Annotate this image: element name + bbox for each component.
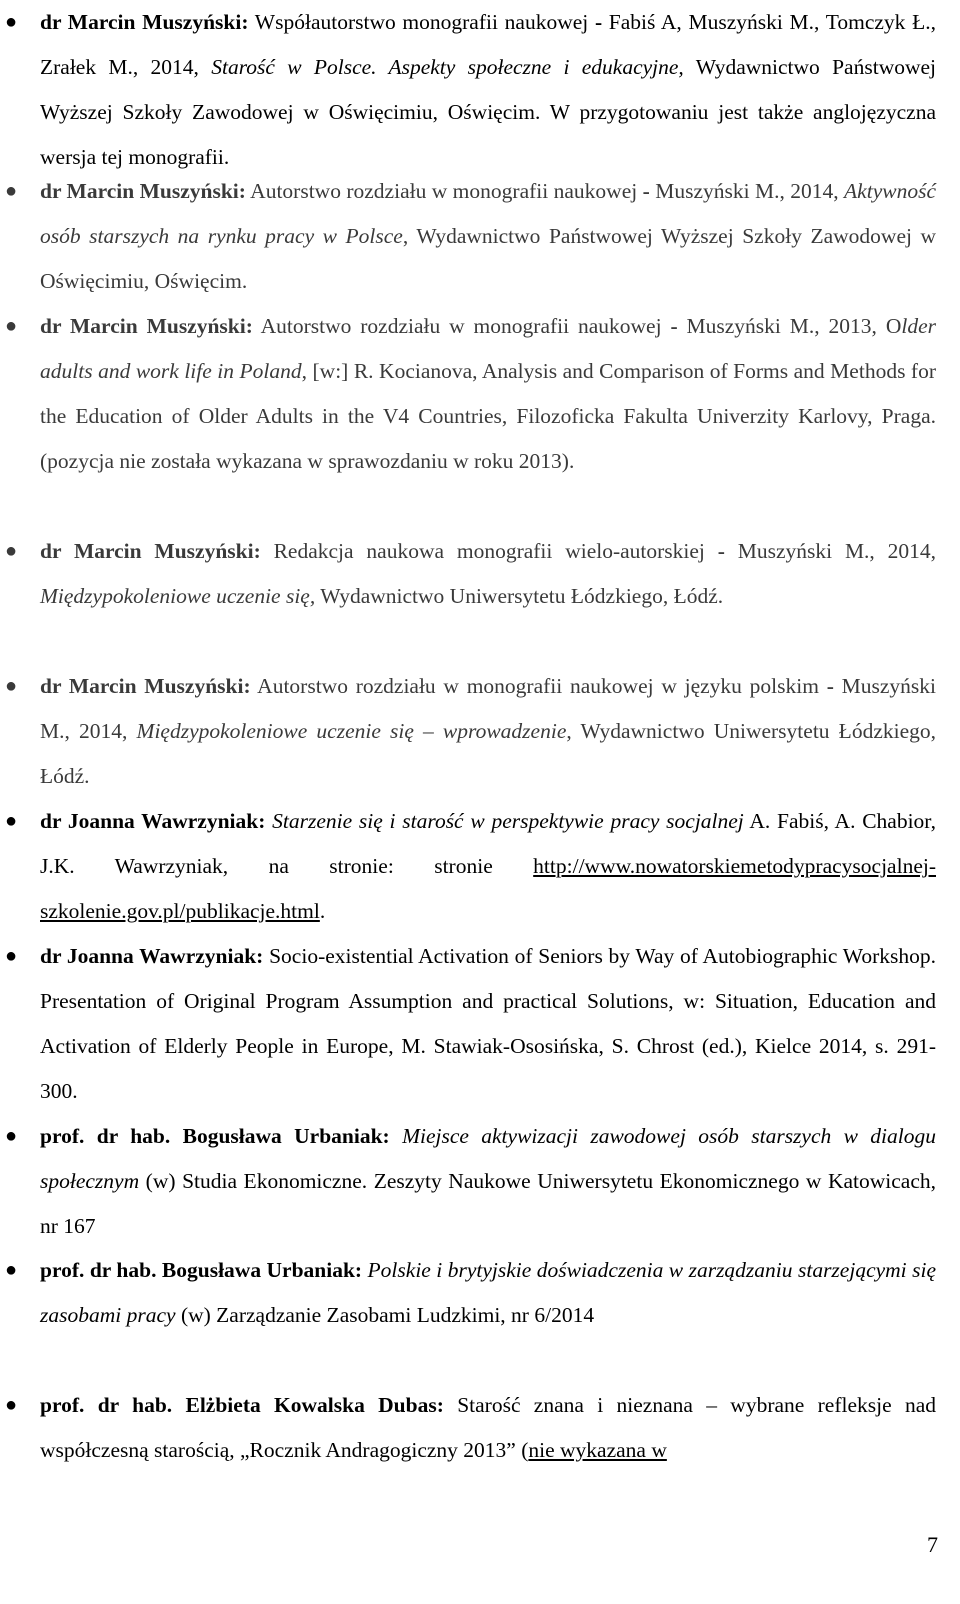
list-item [5, 1114, 937, 1249]
citation-text: Starość znana i nieznana – wybrane refleksje nad współczesną starością, „Rocznik Andragogiczny 2013” ( [40, 1393, 936, 1462]
list-item [5, 934, 936, 1114]
bullet-icon: ● [5, 540, 18, 562]
entry-text [40, 809, 936, 923]
title-text: Polskie i brytyjskie doświadczenia w zarządzaniu starzejącymi się zasobami pracy [40, 1258, 936, 1327]
underlined-text: nie wykazana w [528, 1438, 667, 1462]
citation-text: Autorstwo rozdziału w monografii naukowej w języku polskim [250, 674, 827, 698]
citation-text: Autorstwo rozdziału w monografii naukowej [245, 179, 643, 203]
list-item [5, 1383, 936, 1473]
list-item [5, 0, 937, 180]
title-text: Aktywność osób starszych na rynku pracy w Polsce [40, 179, 936, 248]
citation-text: - [594, 10, 603, 34]
list-item [5, 664, 936, 799]
entry-text [40, 674, 936, 788]
citation-text: - [826, 674, 834, 698]
entry-text [40, 179, 936, 293]
title-text: Międzypokoleniowe uczenie się, [40, 584, 316, 608]
title-text: Starość w Polsce. Aspekty społeczne i edukacyjne, [211, 55, 684, 79]
author-name: dr Marcin Muszyński: [40, 10, 249, 34]
citation-text: . [319, 899, 326, 923]
citation-text: , Wydawnictwo Uniwersytetu Łódzkiego, Łódź. [40, 719, 936, 788]
author-name: dr Marcin Muszyński: [40, 314, 253, 338]
page-number: 7 [927, 1532, 938, 1557]
author-name: dr Joanna Wawrzyniak: [40, 809, 266, 833]
bullet-icon: ● [5, 675, 18, 697]
entry-text [40, 10, 936, 169]
entry-text [40, 944, 936, 1103]
citation-text: - [670, 314, 678, 338]
citation-text: Wydawnictwo Państwowej Wyższej Szkoły Zawodowej w Oświęcimiu, Oświęcim. W przygotowaniu jest także anglojęzyczna wersja tej monografii. [40, 55, 937, 169]
author-name: dr Marcin Muszyński: [40, 179, 246, 203]
bullet-icon: ● [5, 315, 18, 337]
citation-text: Współautorstwo monografii naukowej [248, 10, 595, 34]
citation-text: Muszyński M., 2014, [40, 674, 936, 743]
bullet-icon: ● [5, 1259, 18, 1281]
underlined-text: http://www.nowatorskiemetodypracysocjalnej-szkolenie.gov.pl/publikacje.html [40, 854, 936, 923]
citation-text: - [642, 179, 650, 203]
author-name: prof. dr hab. Elżbieta Kowalska Dubas: [40, 1393, 444, 1417]
citation-text: Autorstwo rozdziału w monografii naukowej [252, 314, 671, 338]
citation-text: (w) Studia Ekonomiczne. Zeszyty Naukowe Uniwersytetu Ekonomicznego w Katowicach, nr 167 [40, 1169, 936, 1238]
author-name: prof. dr hab. Bogusława Urbaniak: [40, 1258, 363, 1282]
citation-text: , Wydawnictwo Państwowej Wyższej Szkoły Zawodowej w Oświęcimiu, Oświęcim. [40, 224, 937, 293]
author-name: dr Marcin Muszyński: [40, 539, 261, 563]
bullet-icon: ● [5, 1125, 18, 1147]
citation-text: Wydawnictwo Uniwersytetu Łódzkiego, Łódź. [315, 584, 724, 608]
author-name: dr Joanna Wawrzyniak: [40, 944, 264, 968]
author-name: dr Marcin Muszyński: [40, 674, 251, 698]
list-item [5, 799, 936, 934]
citation-text: Muszyński M., 2014, [724, 539, 937, 563]
entry-text [40, 1393, 936, 1462]
citation-text: Socio-existential Activation of Seniors by Way of Autobiographic Workshop. Presentation of Original Program Assumption and practical Solutions, w: Situation, Education and Activation of Elderly People in Europe, M. Stawiak-Ososińska, S. Chrost (ed.), Kielce 2014, s. 291-300. [40, 944, 936, 1103]
citation-text: A. Fabiś, A. Chabior, J.K. Wawrzyniak, na stronie: stronie [40, 809, 936, 878]
entry-text [40, 539, 936, 608]
title-text: Starzenie się i starość w perspektywie pracy socjalnej [272, 809, 744, 833]
citation-text: Muszyński M., 2014, [649, 179, 845, 203]
list-item [5, 529, 937, 619]
entry-text [40, 1124, 936, 1238]
citation-text: Redakcja naukowa monografii wielo-autorskiej [260, 539, 718, 563]
list-item [5, 169, 937, 304]
citation-text: - [717, 539, 725, 563]
citation-text: , [w:] R. Kocianova, Analysis and Comparison of Forms and Methods for the Education of Older Adults in the V4 Countries, Filozoficka Fakulta Univerzity Karlovy, Praga. (pozycja nie została wykazana w sprawozdaniu w roku 2013). [40, 359, 937, 473]
list-item [5, 1248, 936, 1338]
title-text: Miejsce aktywizacji zawodowej osób starszych w dialogu społecznym [40, 1124, 937, 1193]
entry-text [40, 314, 936, 473]
citation-text: Fabiś A, Muszyński M., Tomczyk Ł., Zrałek M., 2014, [40, 10, 936, 79]
bullet-icon: ● [5, 945, 18, 967]
citation-text [390, 1124, 402, 1148]
bullet-icon: ● [5, 810, 18, 832]
title-text: lder adults and work life in Poland [40, 314, 936, 383]
citation-text: (w) Zarządzanie Zasobami Ludzkimi, nr 6/2014 [175, 1303, 595, 1327]
bullet-icon: ● [5, 1394, 18, 1416]
title-text: Międzypokoleniowe uczenie się – wprowadzenie [136, 719, 567, 743]
bullet-icon: ● [5, 11, 18, 33]
citation-text: Muszyński M., 2013, O [677, 314, 902, 338]
bullet-icon: ● [5, 180, 18, 202]
list-item [5, 304, 937, 484]
author-name: prof. dr hab. Bogusława Urbaniak: [40, 1124, 390, 1148]
entry-text [40, 1258, 936, 1327]
